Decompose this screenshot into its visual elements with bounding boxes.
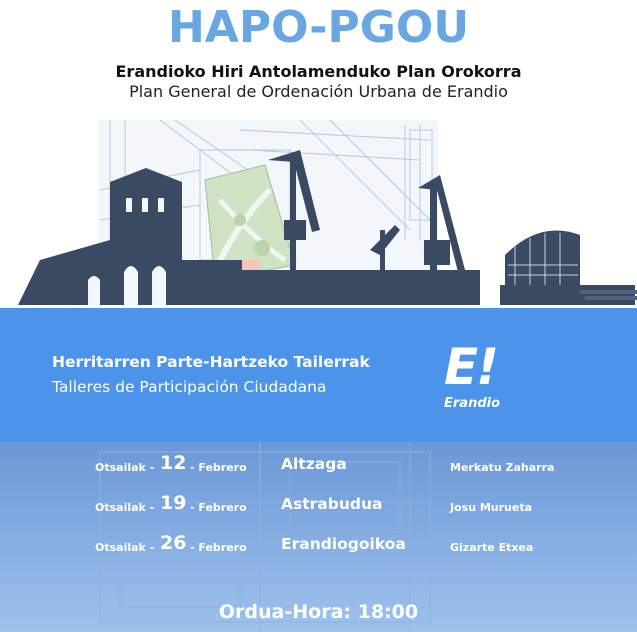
- page-title: HAPO-PGOU: [167, 2, 470, 53]
- time-label: Ordua-Hora: 18:00: [218, 601, 419, 623]
- month-eu: Otsailak -: [95, 501, 155, 514]
- logo-mark: E!: [444, 338, 497, 396]
- day: 26: [160, 532, 187, 554]
- month-es: - Febrero: [190, 461, 247, 474]
- logo-word: Erandio: [444, 396, 501, 411]
- city-map-skyline: [0, 120, 637, 312]
- month-eu: Otsailak -: [95, 541, 155, 554]
- month-es: - Febrero: [190, 501, 247, 514]
- erandio-logo-icon: [440, 338, 540, 418]
- venue: Merkatu Zaharra: [450, 461, 555, 474]
- workshops-banner: [0, 308, 637, 442]
- month-es: - Febrero: [190, 541, 247, 554]
- venue: Josu Murueta: [450, 501, 533, 514]
- workshops-title-eu: Herritarren Parte-Hartzeko Tailerrak: [52, 353, 370, 371]
- workshops-title-es: Talleres de Participación Ciudadana: [52, 378, 327, 396]
- schedule-row: [0, 532, 637, 562]
- place: Astrabudua: [281, 495, 383, 513]
- day: 12: [160, 452, 187, 474]
- subtitle-eu: Erandioko Hiri Antolamenduko Plan Orokorra: [115, 62, 522, 81]
- schedule-section: [0, 442, 637, 632]
- month-eu: Otsailak -: [95, 461, 155, 474]
- skyline-illustration: [0, 120, 637, 312]
- schedule-row: [0, 492, 637, 522]
- place: Erandiogoikoa: [281, 535, 406, 553]
- header: [0, 0, 637, 125]
- place: Altzaga: [281, 455, 347, 473]
- schedule-row: [0, 452, 637, 482]
- subtitle-es: Plan General de Ordenación Urbana de Erandio: [129, 82, 508, 101]
- day: 19: [160, 492, 187, 514]
- venue: Gizarte Etxea: [450, 541, 534, 554]
